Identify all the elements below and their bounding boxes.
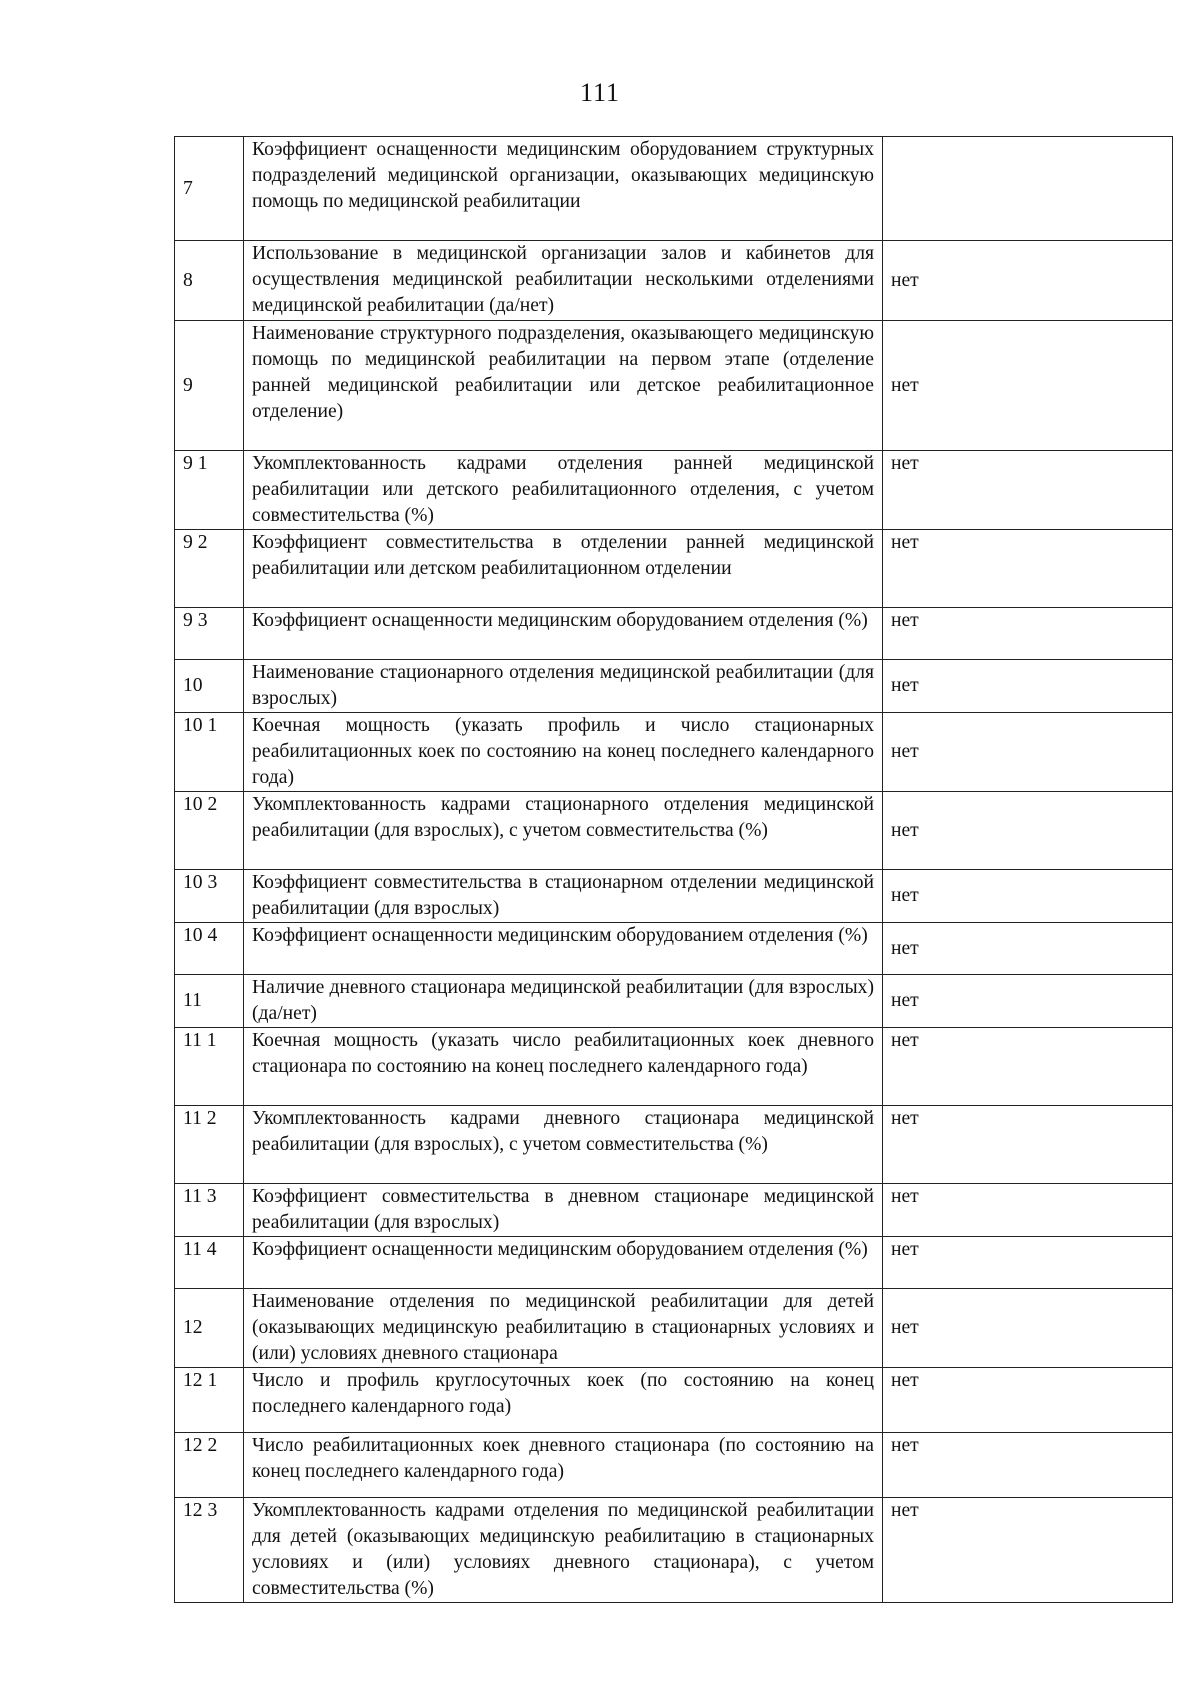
row-value: нет: [883, 660, 1173, 713]
row-description: Укомплектованность кадрами дневного стационара медицинской реабилитации (для взрослых), с учетом совместительства (%): [244, 1106, 883, 1184]
row-number: 12 1: [175, 1368, 244, 1433]
table-row: [175, 1289, 1173, 1368]
row-number: 9 2: [175, 530, 244, 608]
row-description: Коэффициент совместительства в дневном стационаре медицинской реабилитации (для взрослых): [244, 1184, 883, 1237]
row-value: нет: [883, 792, 1173, 870]
indicators-table: [174, 136, 1173, 1603]
row-description: Коэффициент совместительства в отделении ранней медицинской реабилитации или детском реабилитационном отделении: [244, 530, 883, 608]
row-value: нет: [883, 1498, 1173, 1603]
row-number: 9 1: [175, 451, 244, 530]
row-number: 12 3: [175, 1498, 244, 1603]
row-value: нет: [883, 923, 1173, 975]
row-number: 10: [175, 660, 244, 713]
row-number: 7: [175, 137, 244, 241]
table-row: [175, 1106, 1173, 1184]
row-value: нет: [883, 1106, 1173, 1184]
table-row: [175, 137, 1173, 241]
row-number: 11: [175, 975, 244, 1028]
row-description: Коэффициент оснащенности медицинским оборудованием структурных подразделений медицинской организации, оказывающих медицинскую помощь по медицинской реабилитации: [244, 137, 883, 241]
table-row: [175, 1433, 1173, 1498]
table-row: [175, 870, 1173, 923]
row-number: 12: [175, 1289, 244, 1368]
row-description: Укомплектованность кадрами отделения по медицинской реабилитации для детей (оказывающих медицинскую реабилитацию в стационарных условиях и (или) условиях дневного стационара), с учетом совместительства (%): [244, 1498, 883, 1603]
row-value: нет: [883, 608, 1173, 660]
row-value: нет: [883, 870, 1173, 923]
table-row: [175, 1028, 1173, 1106]
table-row: [175, 321, 1173, 451]
row-number: 10 3: [175, 870, 244, 923]
row-number: 12 2: [175, 1433, 244, 1498]
table-row: [175, 241, 1173, 321]
row-value: нет: [883, 713, 1173, 792]
table-row: [175, 975, 1173, 1028]
row-description: Число и профиль круглосуточных коек (по состоянию на конец последнего календарного года): [244, 1368, 883, 1433]
table-row: [175, 923, 1173, 975]
row-number: 10 1: [175, 713, 244, 792]
table-row: [175, 1237, 1173, 1289]
row-value: [883, 137, 1173, 241]
table-row: [175, 608, 1173, 660]
table-row: [175, 1498, 1173, 1603]
row-number: 11 4: [175, 1237, 244, 1289]
row-number: 8: [175, 241, 244, 321]
table-row: [175, 660, 1173, 713]
row-value: нет: [883, 1289, 1173, 1368]
row-value: нет: [883, 975, 1173, 1028]
row-description: Наличие дневного стационара медицинской реабилитации (для взрослых) (да/нет): [244, 975, 883, 1028]
row-number: 9 3: [175, 608, 244, 660]
row-value: нет: [883, 321, 1173, 451]
table-row: [175, 530, 1173, 608]
table-row: [175, 792, 1173, 870]
row-description: Использование в медицинской организации залов и кабинетов для осуществления медицинской реабилитации несколькими отделениями медицинской реабилитации (да/нет): [244, 241, 883, 321]
row-value: нет: [883, 241, 1173, 321]
row-description: Число реабилитационных коек дневного стационара (по состоянию на конец последнего календарного года): [244, 1433, 883, 1498]
row-number: 10 4: [175, 923, 244, 975]
row-description: Коечная мощность (указать профиль и число стационарных реабилитационных коек по состоянию на конец последнего календарного года): [244, 713, 883, 792]
row-number: 11 2: [175, 1106, 244, 1184]
row-value: нет: [883, 1237, 1173, 1289]
row-description: Укомплектованность кадрами отделения ранней медицинской реабилитации или детского реабилитационного отделения, с учетом совместительства (%): [244, 451, 883, 530]
row-description: Коэффициент оснащенности медицинским оборудованием отделения (%): [244, 923, 883, 975]
row-description: Коэффициент совместительства в стационарном отделении медицинской реабилитации (для взрослых): [244, 870, 883, 923]
row-description: Наименование стационарного отделения медицинской реабилитации (для взрослых): [244, 660, 883, 713]
row-value: нет: [883, 1368, 1173, 1433]
row-number: 11 1: [175, 1028, 244, 1106]
row-description: Коэффициент оснащенности медицинским оборудованием отделения (%): [244, 1237, 883, 1289]
row-number: 9: [175, 321, 244, 451]
table-row: [175, 1184, 1173, 1237]
row-description: Наименование отделения по медицинской реабилитации для детей (оказывающих медицинскую реабилитацию в стационарных условиях и (или) условиях дневного стационара: [244, 1289, 883, 1368]
row-value: нет: [883, 451, 1173, 530]
row-description: Коечная мощность (указать число реабилитационных коек дневного стационара по состоянию на конец последнего календарного года): [244, 1028, 883, 1106]
row-value: нет: [883, 1184, 1173, 1237]
row-description: Коэффициент оснащенности медицинским оборудованием отделения (%): [244, 608, 883, 660]
page-number: 111: [579, 78, 621, 107]
row-description: Наименование структурного подразделения, оказывающего медицинскую помощь по медицинской реабилитации на первом этапе (отделение ранней медицинской реабилитации или детское реабилитационное отделение): [244, 321, 883, 451]
row-number: 10 2: [175, 792, 244, 870]
row-value: нет: [883, 1028, 1173, 1106]
row-value: нет: [883, 530, 1173, 608]
row-number: 11 3: [175, 1184, 244, 1237]
row-description: Укомплектованность кадрами стационарного отделения медицинской реабилитации (для взрослых), с учетом совместительства (%): [244, 792, 883, 870]
table-row: [175, 1368, 1173, 1433]
table-row: [175, 713, 1173, 792]
table-row: [175, 451, 1173, 530]
row-value: нет: [883, 1433, 1173, 1498]
